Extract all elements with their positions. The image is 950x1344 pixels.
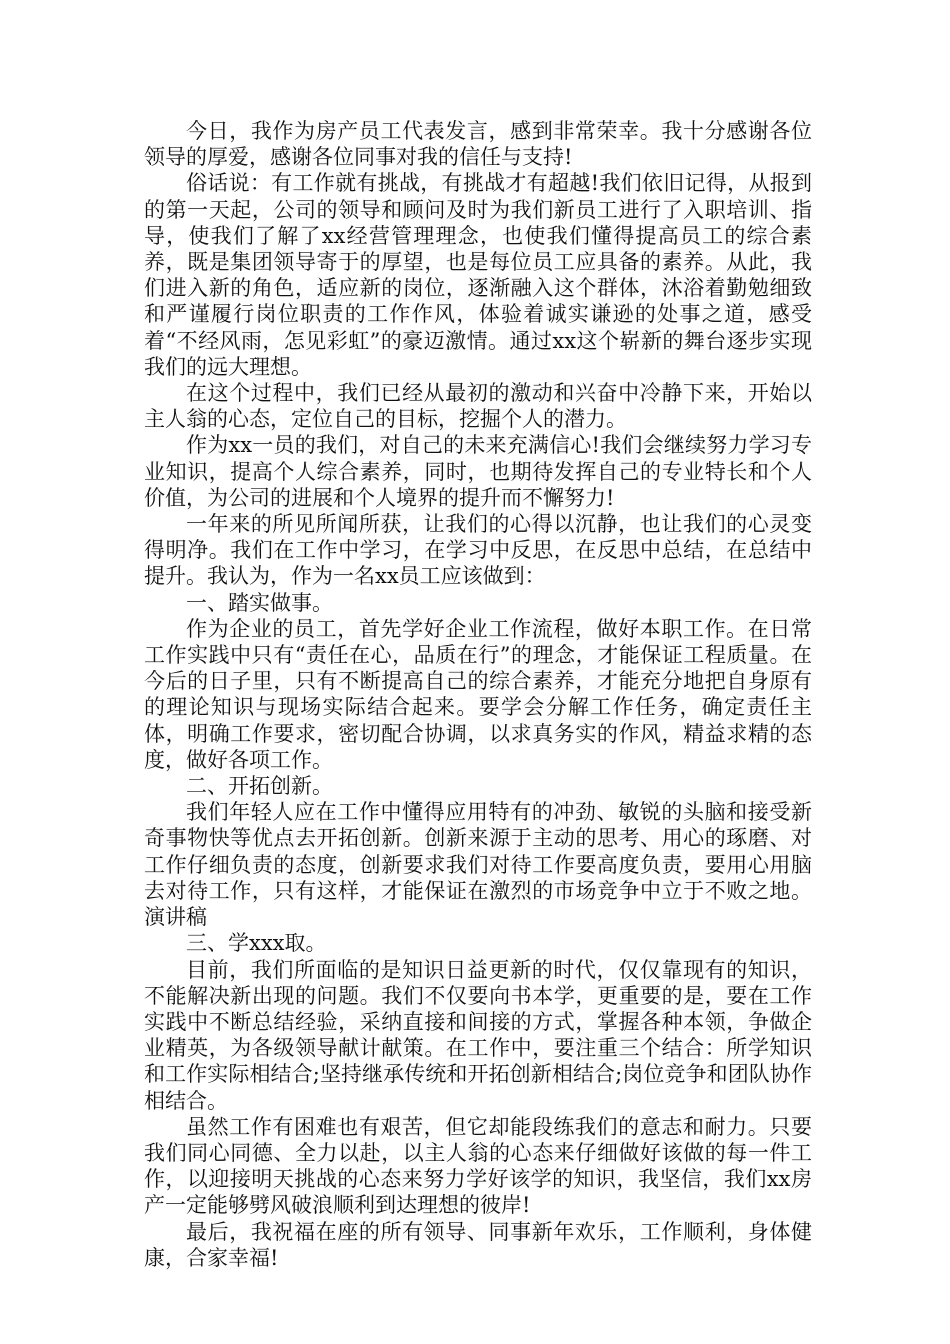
paragraph-opening: 今日，我作为房产员工代表发言，感到非常荣幸。我十分感谢各位领导的厚爱，感谢各位同事对我的信任与支持! [144,119,812,170]
paragraph-closing: 最后，我祝福在座的所有领导、同事新年欢乐，工作顺利，身体健康，合家幸福! [144,1219,812,1270]
paragraph-point-three: 目前，我们所面临的是知识日益更新的时代，仅仅靠现有的知识，不能解决新出现的问题。我们不仅要向书本学，更重要的是，要在工作实践中不断总结经验，采纳直接和间接的方式，掌握各种本领，争做企业精英，为各级领导献计献策。在工作中，要注重三个结合：所学知识和工作实际相结合;坚持继承传统和开拓创新相结合;岗位竞争和团队协作相结合。 [144,957,812,1113]
heading-point-three: 三、学xxx取。 [186,931,327,956]
paragraph-point-two: 我们年轻人应在工作中懂得应用特有的冲劲、敏锐的头脑和接受新奇事物快等优点去开拓创新。创新来源于主动的思考、用心的琢磨、对工作仔细负责的态度，创新要求我们对待工作要高度负责，要用心用脑去对待工作，只有这样，才能保证在激烈的市场竞争中立于不败之地。演讲稿 [144,800,812,930]
paragraph-point-one: 作为企业的员工，首先学好企业工作流程，做好本职工作。在日常工作实践中只有“责任在心，品质在行”的理念，才能保证工程质量。在今后的日子里，只有不断提高自己的综合素养，才能充分地把自身原有的理论知识与现场实际结合起来。要学会分解工作任务，确定责任主体，明确工作要求，密切配合协调，以求真务实的作风，精益求精的态度，做好各项工作。 [144,616,812,772]
paragraph-reflection: 一年来的所见所闻所获，让我们的心得以沉静，也让我们的心灵变得明净。我们在工作中学习，在学习中反思，在反思中总结，在总结中提升。我认为，作为一名xx员工应该做到： [144,512,812,589]
paragraph-confidence: 作为xx一员的我们，对自己的未来充满信心!我们会继续努力学习专业知识，提高个人综合素养，同时，也期待发挥自己的专业特长和个人价值，为公司的进展和个人境界的提升而不懈努力! [144,433,812,510]
heading-point-two: 二、开拓创新。 [186,774,333,799]
paragraph-process: 在这个过程中，我们已经从最初的激动和兴奋中冷静下来，开始以主人翁的心态，定位自己的目标，挖掘个人的潜力。 [144,381,812,432]
paragraph-proverb: 俗话说：有工作就有挑战，有挑战才有超越!我们依旧记得，从报到的第一天起，公司的领导和顾问及时为我们新员工进行了入职培训、指导，使我们了解了xx经营管理理念，也使我们懂得提高员工的综合素养，既是集团领导寄于的厚望，也是每位员工应具备的素养。从此，我们进入新的角色，适应新的岗位，逐渐融入这个群体，沐浴着勤勉细致和严谨履行岗位职责的工作作风，体验着诚实谦逊的处事之道，感受着“不经风雨，怎见彩虹”的豪迈激情。通过xx这个崭新的舞台逐步实现我们的远大理想。 [144,171,812,379]
paragraph-perseverance: 虽然工作有困难也有艰苦，但它却能段练我们的意志和耐力。只要我们同心同德、全力以赴，以主人翁的心态来仔细做好该做的每一件工作，以迎接明天挑战的心态来努力学好该学的知识，我坚信，我们xx房产一定能够劈风破浪顺利到达理想的彼岸! [144,1114,812,1218]
heading-point-one: 一、踏实做事。 [186,590,333,615]
document-body [144,118,812,1271]
